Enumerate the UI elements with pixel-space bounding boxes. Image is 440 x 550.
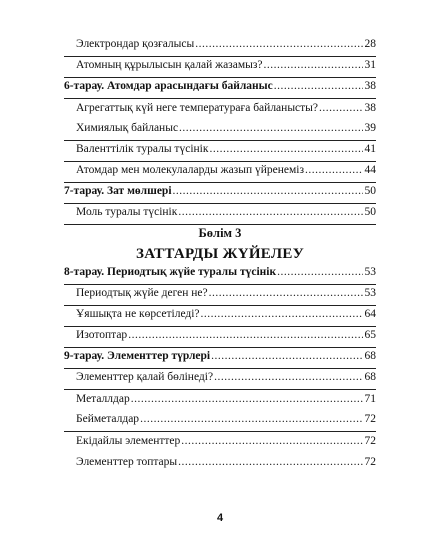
toc-entry-title: Агрегаттық күй неге температураға байланысты? <box>76 102 318 114</box>
toc-section-bottom <box>64 264 376 474</box>
toc-entry <box>64 120 376 141</box>
toc-entry-page: 65 <box>364 329 376 341</box>
toc-entry-title: 9-тарау. Элементтер түрлері <box>64 350 211 362</box>
toc-entry <box>64 390 376 411</box>
toc-entry-page: 53 <box>364 287 376 299</box>
toc-chapter-entry <box>64 78 376 99</box>
toc-entry-page: 41 <box>364 143 376 155</box>
dot-leader <box>181 434 362 448</box>
toc-entry-page: 44 <box>364 164 376 176</box>
toc-entry-page: 50 <box>364 206 376 218</box>
dot-leader <box>211 349 362 363</box>
dot-leader <box>274 79 363 93</box>
toc-entry-title: Периодтық жүйе деген не? <box>76 287 208 299</box>
toc-entry-title: Валенттілік туралы түсінік <box>76 143 209 155</box>
part-title: ЗАТТАРДЫ ЖҮЙЕЛЕУ <box>135 246 304 262</box>
dot-leader <box>178 205 362 219</box>
toc-entry-title: Атомның құрылысын қалай жазамыз? <box>76 59 263 71</box>
toc-entry-title: 8-тарау. Периодтық жүйе туралы түсінік <box>64 266 277 278</box>
toc-entry <box>64 99 376 120</box>
dot-leader <box>319 101 363 115</box>
dot-leader <box>178 455 362 469</box>
toc-entry-title: Элементтер топтары <box>76 456 178 468</box>
dot-leader <box>179 121 362 135</box>
toc-entry-title: Химиялық байланыс <box>76 122 179 134</box>
toc-entry-page: 68 <box>364 350 376 362</box>
toc-section-top <box>64 36 376 225</box>
dot-leader <box>209 142 362 156</box>
toc-entry-page: 72 <box>364 456 376 468</box>
toc-entry <box>64 36 376 57</box>
dot-leader <box>263 58 362 72</box>
toc-entry-title: Электрондар қозғалысы <box>76 38 195 50</box>
toc-entry-page: 39 <box>364 122 376 134</box>
toc-entry-page: 68 <box>364 371 376 383</box>
toc-entry <box>64 369 376 390</box>
toc-entry <box>64 411 376 432</box>
dot-leader <box>173 184 363 198</box>
toc-entry <box>64 204 376 225</box>
toc-entry <box>64 327 376 348</box>
dot-leader <box>128 328 362 342</box>
toc-entry-title: Екідайлы элементтер <box>76 435 181 447</box>
toc-chapter-entry <box>64 348 376 369</box>
dot-leader <box>214 370 362 384</box>
dot-leader <box>305 163 362 177</box>
toc-chapter-entry <box>64 264 376 285</box>
dot-leader <box>209 286 363 300</box>
part-label: Бөлім 3 <box>198 226 242 240</box>
toc-entry-title: Элементтер қалай бөлінеді? <box>76 371 214 383</box>
toc-entry-title: 7-тарау. Зат мөлшері <box>64 185 172 197</box>
toc-entry-title: Моль туралы түсінік <box>76 206 178 218</box>
toc-entry <box>64 306 376 327</box>
toc-entry-title: Металлдар <box>76 393 130 405</box>
toc-entry <box>64 57 376 78</box>
toc-entry-title: 6-тарау. Атомдар арасындағы байланыс <box>64 80 273 92</box>
toc-entry <box>64 453 376 474</box>
dot-leader <box>131 392 363 406</box>
page-number: 4 <box>216 512 224 524</box>
dot-leader <box>201 307 363 321</box>
toc-entry-title: Изотоптар <box>76 329 128 341</box>
toc-entry <box>64 285 376 306</box>
toc-entry-page: 64 <box>364 308 376 320</box>
toc-entry-page: 38 <box>364 102 376 114</box>
toc-entry-title: Ұяшықта не көрсетіледі? <box>76 308 200 320</box>
toc-entry <box>64 162 376 183</box>
toc-entry-title: Атомдар мен молекулаларды жазып үйренеміз <box>76 164 305 176</box>
dot-leader <box>140 412 362 426</box>
toc-entry-page: 53 <box>364 266 376 278</box>
toc-entry-page: 72 <box>364 413 376 425</box>
toc-entry-page: 71 <box>364 393 376 405</box>
toc-entry-page: 50 <box>364 185 376 197</box>
toc-chapter-entry <box>64 183 376 204</box>
dot-leader <box>277 265 362 279</box>
toc-entry-page: 38 <box>364 80 376 92</box>
toc-entry-page: 72 <box>364 435 376 447</box>
toc-entry-page: 28 <box>364 38 376 50</box>
dot-leader <box>195 37 362 51</box>
toc-entry <box>64 141 376 162</box>
toc-entry-page: 31 <box>364 59 376 71</box>
toc-entry <box>64 432 376 453</box>
toc-entry-title: Бейметалдар <box>76 413 140 425</box>
